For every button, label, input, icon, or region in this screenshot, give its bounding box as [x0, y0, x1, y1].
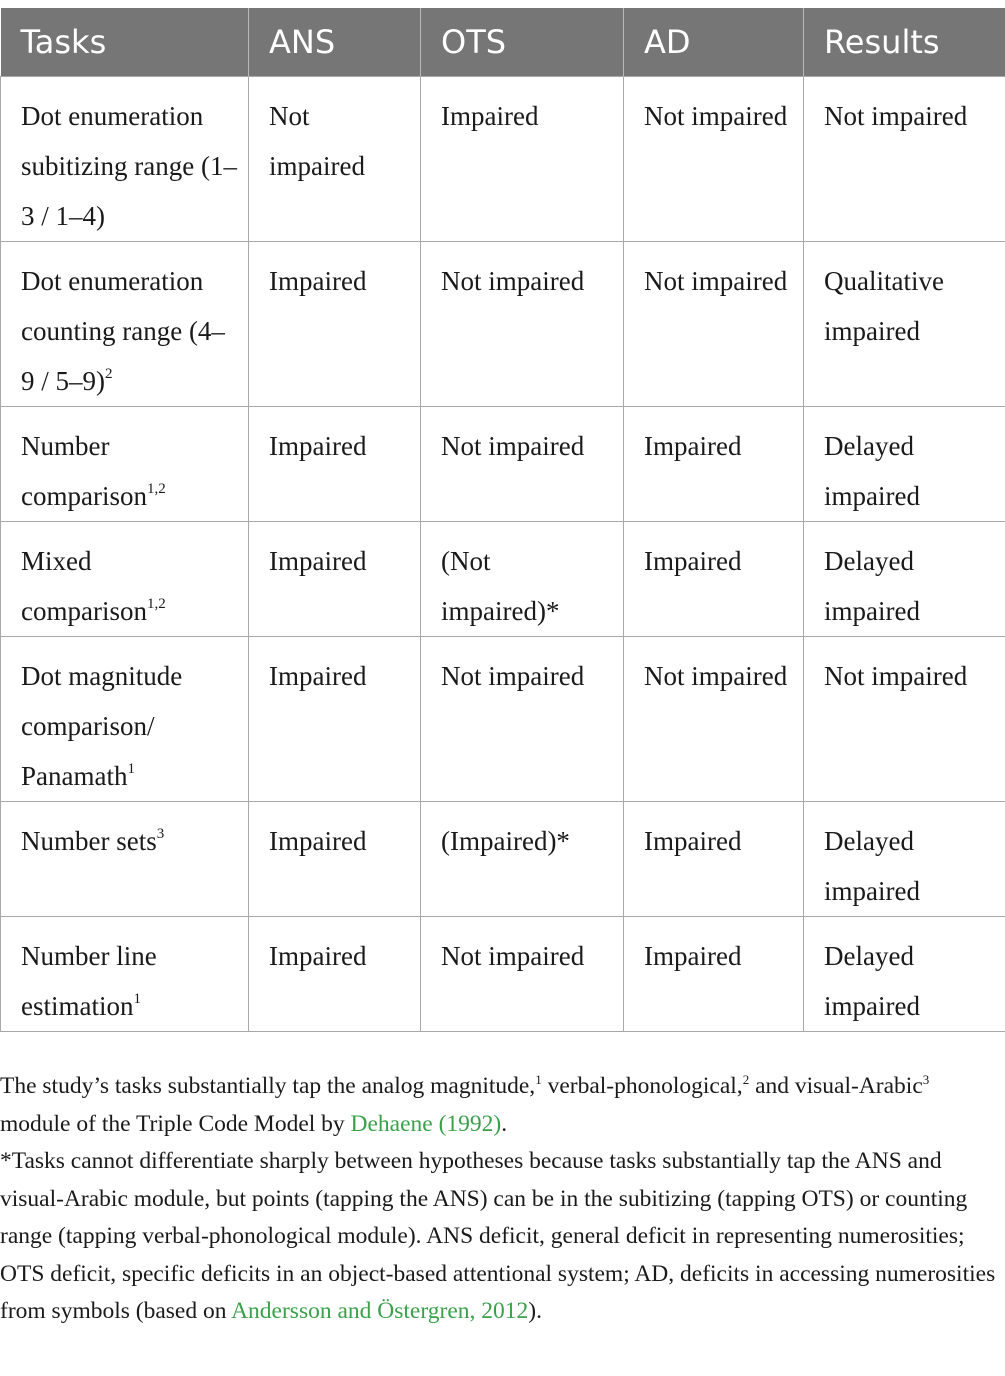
task-cell: Mixed comparison$^{1,2}$: [1, 522, 249, 637]
ad-cell: Impaired: [624, 802, 804, 917]
ans-cell: Impaired: [249, 522, 421, 637]
results-cell: Qualitative impaired: [804, 242, 1005, 407]
header-tasks: Tasks: [1, 8, 249, 77]
ad-cell: Impaired: [624, 407, 804, 522]
table-row: [1, 242, 1005, 407]
ad-cell: Impaired: [624, 917, 804, 1032]
ad-cell: Not impaired: [624, 77, 804, 242]
ans-cell: Impaired: [249, 242, 421, 407]
ans-cell: Not impaired: [249, 77, 421, 242]
task-cell: Dot magnitude comparison/ Panamath$^1$: [1, 637, 249, 802]
table-footnote: [0, 1068, 1005, 1331]
footnote-abbreviations: *Tasks cannot differentiate sharply between hypotheses because tasks substantially tap the ANS and visual-Arabic module, but points (tapping the ANS) can be in the subitizing (tapping OTS) or counting range (tapping verbal-phonological module). ANS deficit, general deficit in representing numerosities; OTS deficit, specific deficits in an object-based attentional system; AD, deficits in accessing numerosities from symbols (based on Andersson and Östergren, 2012).: [0, 1148, 996, 1324]
table-row: [1, 917, 1005, 1032]
header-ots: OTS: [421, 8, 624, 77]
header-ad: AD: [624, 8, 804, 77]
ots-cell: Not impaired: [421, 242, 624, 407]
table-row: [1, 802, 1005, 917]
ots-cell: (Not impaired)*: [421, 522, 624, 637]
ans-cell: Impaired: [249, 802, 421, 917]
ans-cell: Impaired: [249, 917, 421, 1032]
ad-cell: Impaired: [624, 522, 804, 637]
ad-cell: Not impaired: [624, 242, 804, 407]
task-cell: Number sets$^3$: [1, 802, 249, 917]
footnote-module-note: The study’s tasks substantially tap the analog magnitude,$^1$ verbal-phonological,$^2$ and visual-Arabic$^3$ module of the Triple Code Model by Dehaene (1992).: [0, 1072, 930, 1137]
header-ans: ANS: [249, 8, 421, 77]
ans-cell: Impaired: [249, 407, 421, 522]
ots-cell: Not impaired: [421, 637, 624, 802]
task-cell: Dot enumeration subitizing range (1–3 / 1–4): [1, 77, 249, 242]
results-cell: Delayed impaired: [804, 917, 1005, 1032]
table-row: [1, 522, 1005, 637]
task-cell: Number comparison$^{1,2}$: [1, 407, 249, 522]
task-cell: Dot enumeration counting range (4–9 / 5–9)$^2$: [1, 242, 249, 407]
results-cell: Not impaired: [804, 77, 1005, 242]
table-row: [1, 77, 1005, 242]
results-cell: Delayed impaired: [804, 522, 1005, 637]
header-results: Results: [804, 8, 1005, 77]
table-row: [1, 407, 1005, 522]
results-cell: Not impaired: [804, 637, 1005, 802]
table-row: [1, 637, 1005, 802]
citation-link-dehaene[interactable]: Dehaene (1992): [350, 1110, 502, 1137]
results-table: [0, 8, 1005, 1032]
ots-cell: Not impaired: [421, 917, 624, 1032]
ots-cell: Impaired: [421, 77, 624, 242]
ans-cell: Impaired: [249, 637, 421, 802]
ad-cell: Not impaired: [624, 637, 804, 802]
table-header-row: [1, 8, 1005, 77]
task-cell: Number line estimation$^1$: [1, 917, 249, 1032]
ots-cell: (Impaired)*: [421, 802, 624, 917]
citation-link-andersson[interactable]: Andersson and Östergren, 2012: [231, 1298, 529, 1324]
ots-cell: Not impaired: [421, 407, 624, 522]
results-cell: Delayed impaired: [804, 407, 1005, 522]
results-cell: Delayed impaired: [804, 802, 1005, 917]
